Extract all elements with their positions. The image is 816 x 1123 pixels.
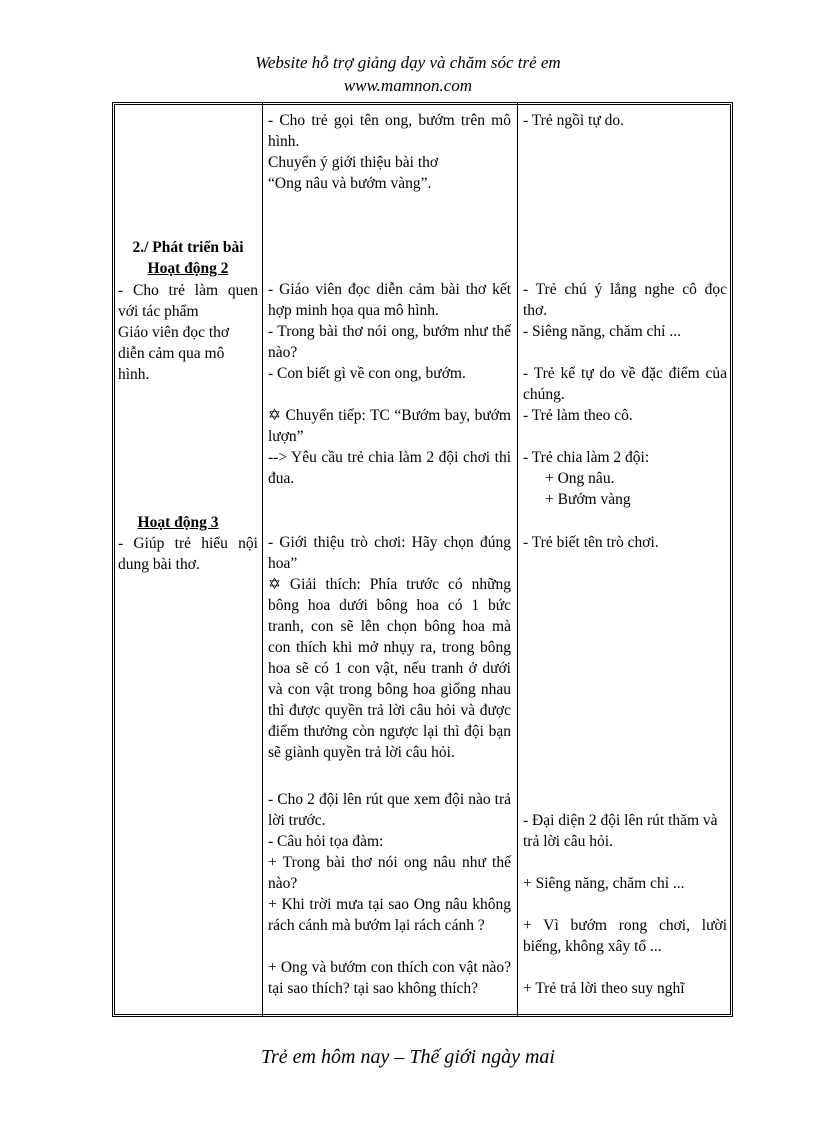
column-divider	[517, 102, 518, 1017]
question: + Ong và bướm con thích con vật nào? tại sao thích? tại sao không thích?	[268, 959, 511, 997]
question: + Khi trời mưa tại sao Ong nâu không rách cánh mà bướm lại rách cánh ?	[268, 896, 511, 934]
teacher-step: - Trong bài thơ nói ong, bướm như thế nào?	[268, 323, 511, 361]
activity-3-title: Hoạt động 3	[137, 514, 219, 531]
question: + Trong bài thơ nói ong nâu như thế nào?	[268, 854, 511, 892]
child-response: + Vì bướm rong chơi, lười biếng, không xây tổ ...	[523, 917, 727, 955]
teacher-step: - Giáo viên đọc diễn cảm bài thơ kết hợp minh họa qua mô hình.	[268, 281, 511, 319]
poem-title: “Ong nâu và bướm vàng”.	[268, 175, 432, 192]
child-response: - Đại diện 2 đội lên rút thăm và trả lời câu hỏi.	[523, 812, 718, 850]
child-response: - Trẻ ngồi tự do.	[523, 112, 624, 129]
team-name: + Bướm vàng	[545, 491, 631, 508]
team-name: + Ong nâu.	[545, 470, 615, 487]
child-response: - Trẻ kể tự do về đặc điểm của chúng.	[523, 365, 727, 403]
teacher-step: Chuyển ý giới thiệu bài thơ	[268, 154, 439, 171]
teacher-step: - Cho trẻ gọi tên ong, bướm trên mô hình.	[268, 112, 511, 150]
section-title: 2./ Phát triển bài	[132, 239, 244, 256]
footer-slogan: Trẻ em hôm nay – Thế giới ngày mai	[261, 1046, 555, 1068]
child-response: - Trẻ làm theo cô.	[523, 407, 633, 424]
header-website: www.mamnon.com	[343, 76, 473, 95]
child-response: + Trẻ trả lời theo suy nghĩ	[523, 980, 685, 997]
child-response: - Trẻ chia làm 2 đội:	[523, 449, 650, 466]
teacher-step: - Câu hỏi tọa đàm:	[268, 833, 384, 850]
header-title: Website hỗ trợ giảng dạy và chăm sóc trẻ em	[255, 53, 561, 72]
child-response: + Siêng năng, chăm chỉ ...	[523, 875, 685, 892]
column-divider	[262, 102, 263, 1017]
teacher-step: - Cho 2 đội lên rút que xem đội nào trả lời trước.	[268, 791, 511, 829]
teacher-step: --> Yêu cầu trẻ chia làm 2 đội chơi thi đua.	[268, 449, 511, 487]
child-response: - Trẻ chú ý lắng nghe cô đọc thơ.	[523, 281, 727, 319]
activity-2-title: Hoạt động 2	[147, 260, 229, 277]
teacher-step: - Giới thiệu trò chơi: Hãy chọn đúng hoa”	[268, 534, 511, 572]
activity-2-text: - Cho trẻ làm quen với tác phẩm	[118, 282, 258, 320]
child-response: - Siêng năng, chăm chỉ ...	[523, 323, 681, 340]
activity-2-text: Giáo viên đọc thơ diễn cảm qua mô hình.	[118, 324, 230, 383]
child-response: - Trẻ biết tên trò chơi.	[523, 534, 659, 551]
teacher-step: - Con biết gì về con ong, bướm.	[268, 365, 466, 382]
game-explanation: ✡ Giải thích: Phía trước có những bông hoa dưới bông hoa có 1 bức tranh, con sẽ lên chọn bông hoa mà con thích khi mở nhụy ra, trong bông hoa sẽ có 1 con vật, nếu tranh ở dưới và con vật trong bông hoa giống nhau thì được quyền trả lời câu hỏi và được điểm thưởng còn ngược lại thì đội bạn sẽ giành quyền trả lời câu hỏi.	[268, 576, 511, 761]
teacher-step: ✡ Chuyển tiếp: TC “Bướm bay, bướm lượn”	[268, 407, 511, 445]
activity-3-text: - Giúp trẻ hiểu nội dung bài thơ.	[118, 535, 258, 573]
